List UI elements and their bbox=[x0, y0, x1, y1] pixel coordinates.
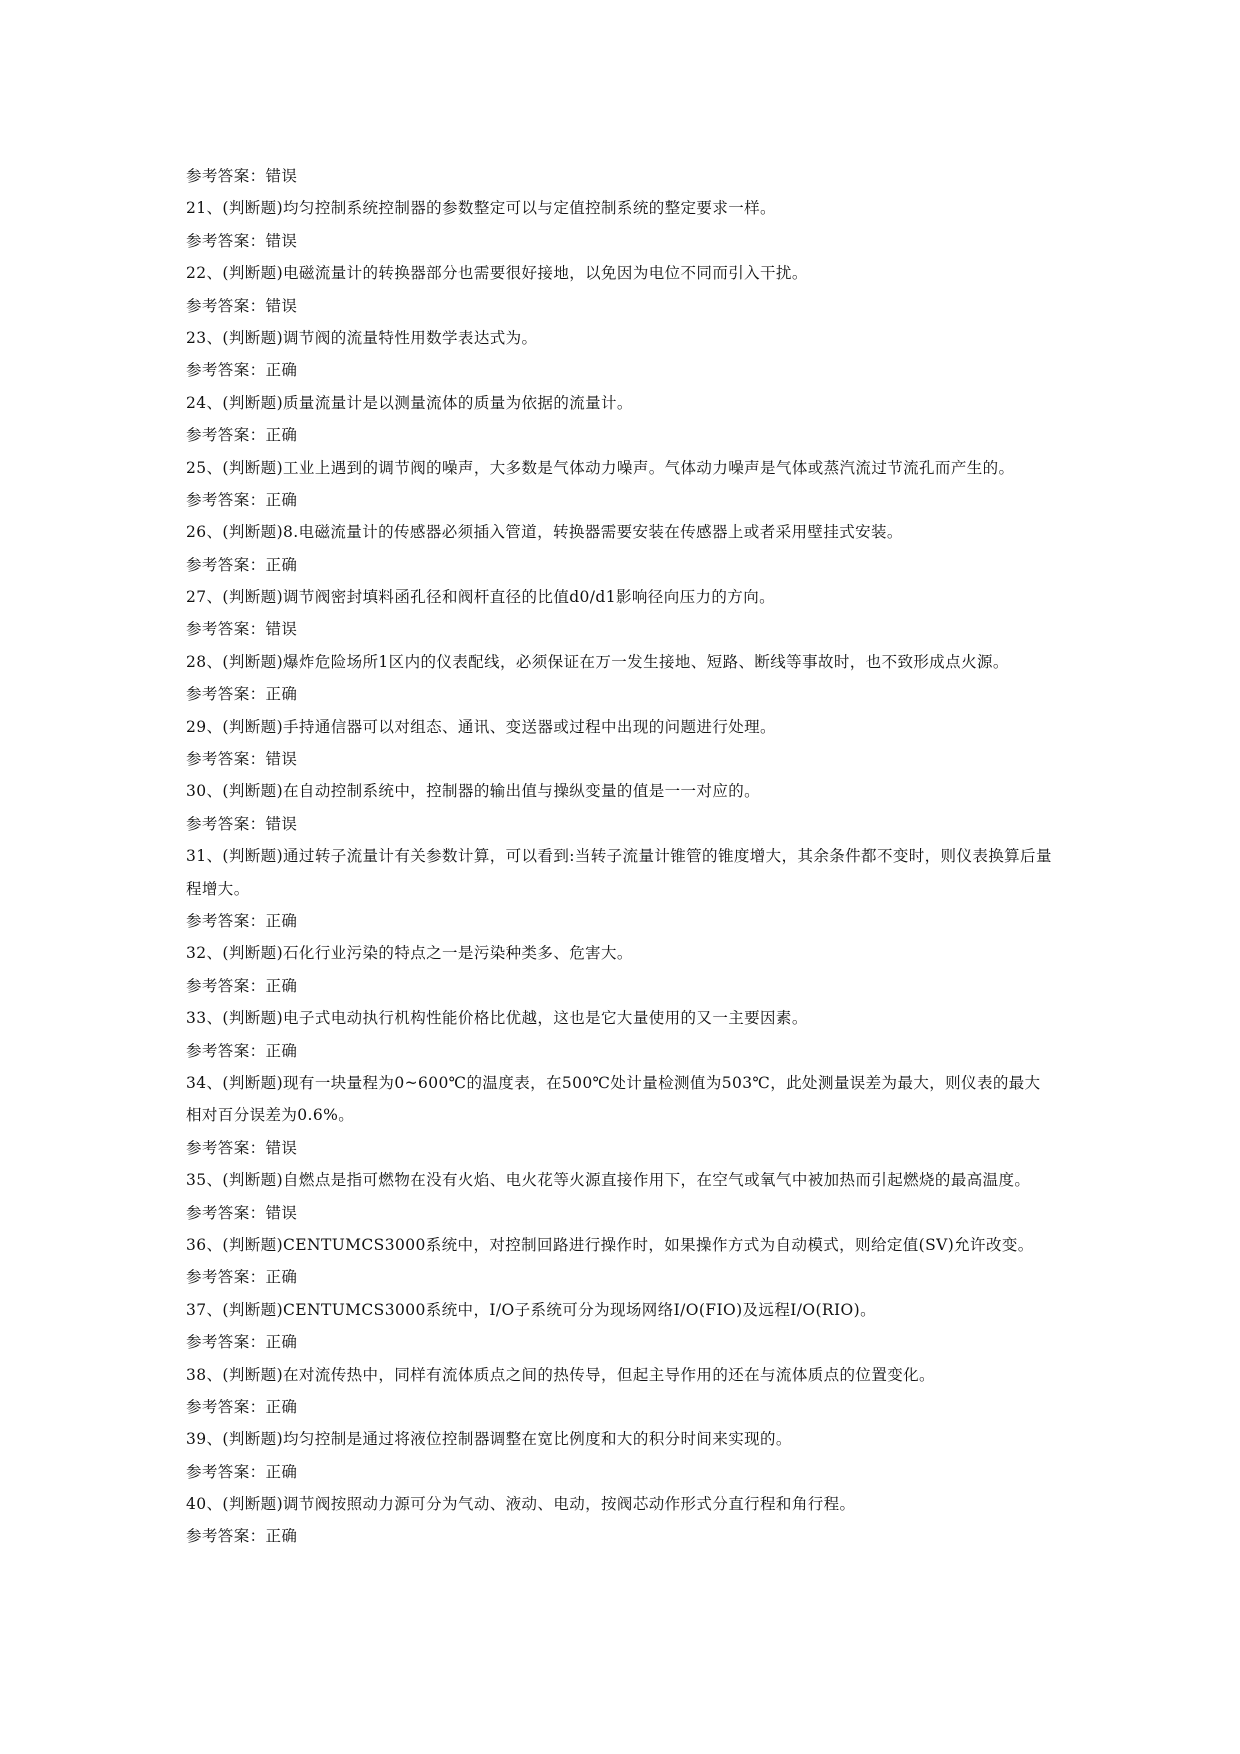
answer-line: 参考答案：正确 bbox=[186, 685, 298, 704]
question-line: 36、(判断题)CENTUMCS3000系统中，对控制回路进行操作时，如果操作方式为自动模式，则给定值(SV)允许改变。 bbox=[186, 1235, 1034, 1254]
question-line: 39、(判断题)均匀控制是通过将液位控制器调整在宽比例度和大的积分时间来实现的。 bbox=[186, 1430, 792, 1449]
question-list bbox=[186, 192, 1056, 1552]
question-line: 27、(判断题)调节阀密封填料函孔径和阀杆直径的比值d0/d1影响径向压力的方向。 bbox=[186, 588, 776, 607]
question-line: 32、(判断题)石化行业污染的特点之一是污染种类多、危害大。 bbox=[186, 944, 633, 963]
question-line: 23、(判断题)调节阀的流量特性用数学表达式为。 bbox=[186, 328, 538, 347]
question-line: 38、(判断题)在对流传热中，同样有流体质点之间的热传导，但起主导作用的还在与流体质点的位置变化。 bbox=[186, 1365, 935, 1384]
document-body bbox=[186, 160, 1056, 1553]
question-line: 25、(判断题)工业上遇到的调节阀的噪声，大多数是气体动力噪声。气体动力噪声是气体或蒸汽流过节流孔而产生的。 bbox=[186, 458, 1015, 477]
answer-line: 参考答案：正确 bbox=[186, 1462, 298, 1481]
answer-line: 参考答案：错误 bbox=[186, 296, 298, 315]
answer-line: 参考答案：错误 bbox=[186, 620, 298, 639]
question-line: 35、(判断题)自燃点是指可燃物在没有火焰、电火花等火源直接作用下，在空气或氧气中被加热而引起燃烧的最高温度。 bbox=[186, 1171, 1031, 1190]
answer-line: 参考答案：错误 bbox=[186, 750, 298, 769]
question-line: 40、(判断题)调节阀按照动力源可分为气动、液动、电动，按阀芯动作形式分直行程和角行程。 bbox=[186, 1495, 856, 1514]
question-line: 21、(判断题)均匀控制系统控制器的参数整定可以与定值控制系统的整定要求一样。 bbox=[186, 199, 776, 218]
answer-line: 参考答案：正确 bbox=[186, 1397, 298, 1416]
answer-line: 参考答案：错误 bbox=[186, 167, 298, 185]
answer-line: 参考答案：正确 bbox=[186, 490, 298, 509]
answer-line: 参考答案：正确 bbox=[186, 912, 298, 931]
answer-line: 参考答案：错误 bbox=[186, 1203, 298, 1222]
answer-line: 参考答案：错误 bbox=[186, 1138, 298, 1157]
answer-line: 参考答案：正确 bbox=[186, 361, 298, 380]
question-line: 29、(判断题)手持通信器可以对组态、通讯、变送器或过程中出现的问题进行处理。 bbox=[186, 717, 776, 736]
answer-line: 参考答案：正确 bbox=[186, 976, 298, 995]
question-line: 24、(判断题)质量流量计是以测量流体的质量为依据的流量计。 bbox=[186, 393, 633, 412]
answer-line: 参考答案：正确 bbox=[186, 1527, 298, 1546]
question-line: 30、(判断题)在自动控制系统中，控制器的输出值与操纵变量的值是一一对应的。 bbox=[186, 782, 761, 801]
answer-line: 参考答案：错误 bbox=[186, 231, 298, 250]
question-line: 26、(判断题)8.电磁流量计的传感器必须插入管道，转换器需要安装在传感器上或者采用壁挂式安装。 bbox=[186, 523, 903, 542]
answer-line: 参考答案：错误 bbox=[186, 814, 298, 833]
question-line: 33、(判断题)电子式电动执行机构性能价格比优越，这也是它大量使用的又一主要因素。 bbox=[186, 1009, 808, 1028]
question-line: 34、(判断题)现有一块量程为0~600℃的温度表，在500℃处计量检测值为503℃，此处测量误差为最大，则仪表的最大相对百分误差为0.6%。 bbox=[186, 1073, 1041, 1125]
answer-line: 参考答案：正确 bbox=[186, 426, 298, 445]
question-line: 31、(判断题)通过转子流量计有关参数计算，可以看到:当转子流量计锥管的锥度增大，其余条件都不变时，则仪表换算后量程增大。 bbox=[186, 847, 1052, 898]
question-line: 37、(判断题)CENTUMCS3000系统中，I/O子系统可分为现场网络I/O(FIO)及远程I/O(RIO)。 bbox=[186, 1300, 876, 1319]
answer-line: 参考答案：正确 bbox=[186, 555, 298, 574]
answer-line: 参考答案：正确 bbox=[186, 1041, 298, 1060]
answer-line: 参考答案：正确 bbox=[186, 1268, 298, 1287]
question-line: 28、(判断题)爆炸危险场所1区内的仪表配线，必须保证在万一发生接地、短路、断线等事故时，也不致形成点火源。 bbox=[186, 652, 1009, 671]
answer-line: 参考答案：正确 bbox=[186, 1333, 298, 1352]
question-line: 22、(判断题)电磁流量计的转换器部分也需要很好接地，以免因为电位不同而引入干扰。 bbox=[186, 264, 808, 283]
